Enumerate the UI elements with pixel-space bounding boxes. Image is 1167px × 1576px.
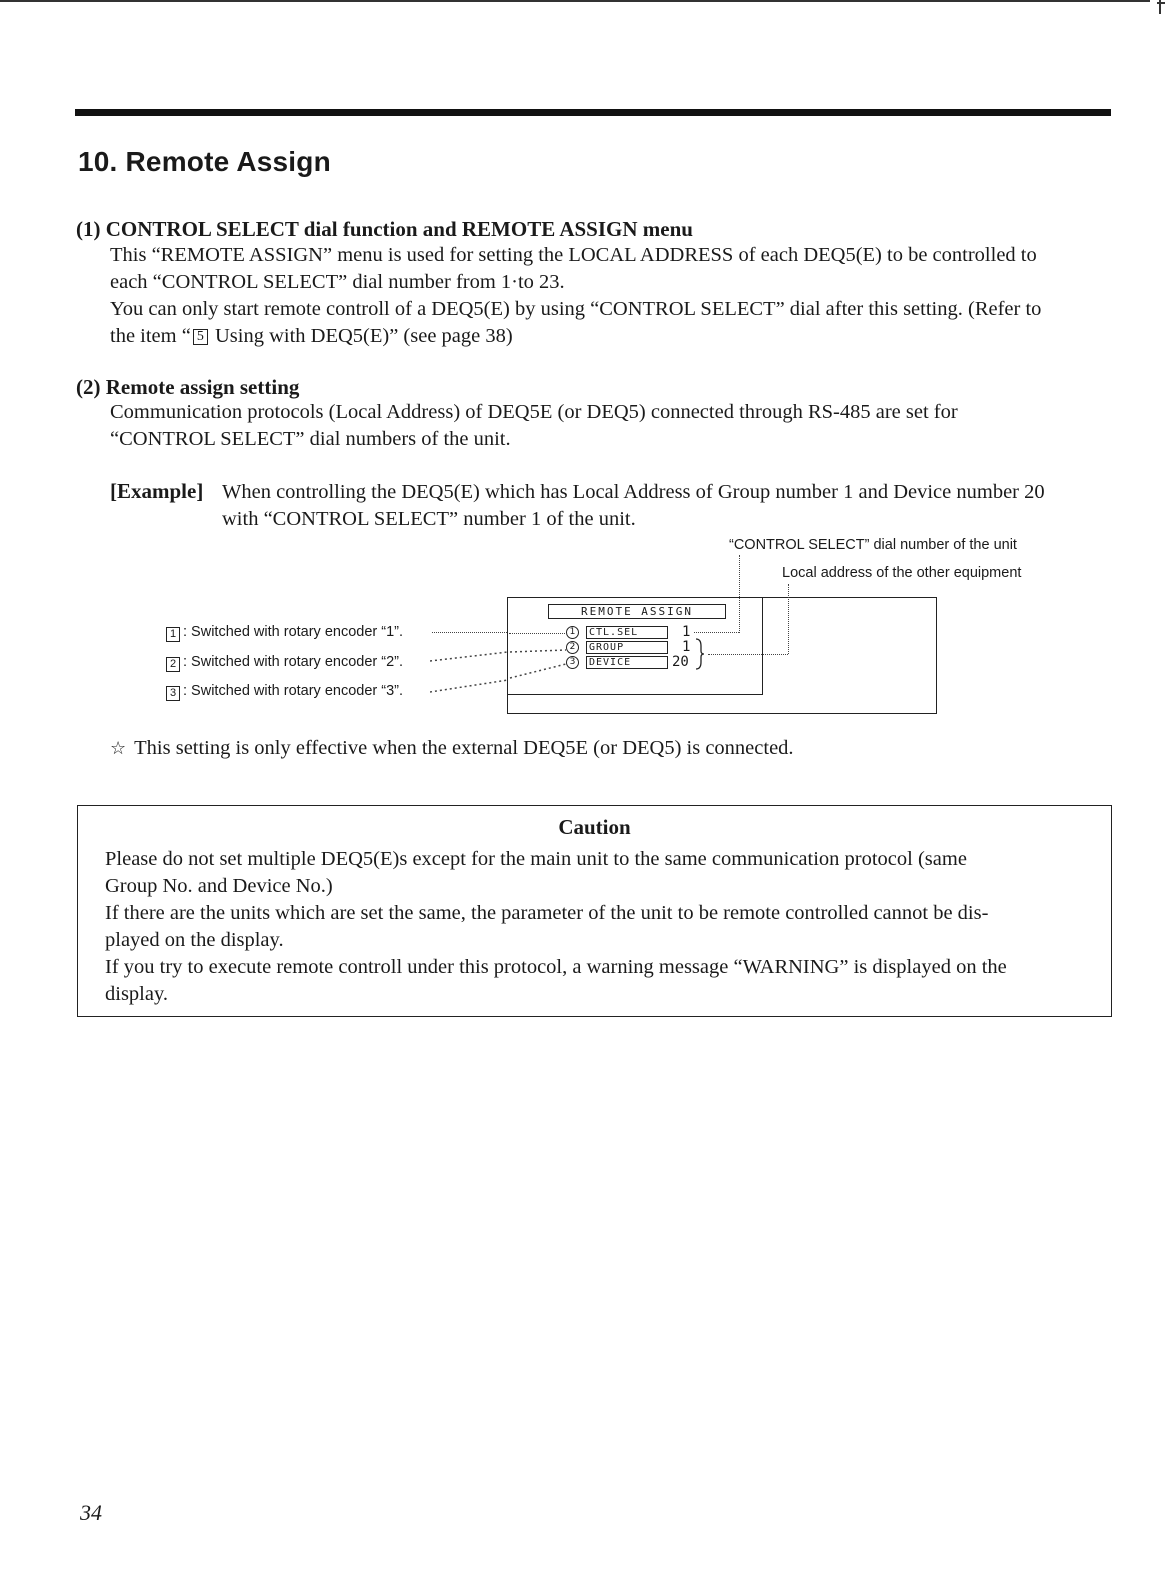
- caution-body: [105, 846, 1085, 1008]
- lcd-circle-2: 2: [566, 641, 579, 654]
- section1-line4: [110, 323, 1112, 350]
- leader-line-1b: [509, 633, 565, 634]
- section1-line2: each “CONTROL SELECT” dial number from 1·to 23.: [110, 271, 565, 293]
- leader-address-value: [708, 654, 788, 655]
- lcd-value-group: 1: [682, 639, 691, 655]
- lcd-item-group: GROUP: [586, 641, 668, 654]
- lcd-circle-1: 1: [566, 626, 579, 639]
- section1-line3: You can only start remote controll of a DEQ5(E) by using “CONTROL SELECT” dial after this setting. (Refer to: [110, 298, 1042, 320]
- heading-rule: [75, 109, 1111, 116]
- lcd-circle-3: 3: [566, 656, 579, 669]
- note-line: [110, 737, 794, 760]
- encoder-number-box: 2: [166, 657, 180, 672]
- top-scan-line: [0, 0, 1150, 2]
- page-title: 10. Remote Assign: [78, 146, 331, 177]
- annotation-control-select: “CONTROL SELECT” dial number of the unit: [729, 537, 1017, 553]
- encoder-number-box: 1: [166, 627, 180, 642]
- brace-icon: [694, 638, 706, 670]
- section1-line4-pre: the item “: [110, 325, 191, 347]
- annotation-local-address: Local address of the other equipment: [782, 565, 1022, 581]
- example-label: [Example]: [110, 479, 204, 503]
- star-icon: ☆: [110, 738, 127, 759]
- section1-heading: (1) CONTROL SELECT dial function and REMOTE ASSIGN menu: [76, 217, 693, 241]
- corner-mark-tick: [1157, 2, 1165, 4]
- caution-line: Group No. and Device No.): [105, 875, 333, 897]
- leader-lines-2-3: [430, 640, 570, 700]
- leader-vert-control-select: [739, 555, 740, 633]
- leader-ctl-value: [694, 632, 739, 633]
- caution-line: played on the display.: [105, 929, 284, 951]
- page-number: 34: [80, 1500, 102, 1525]
- caution-line: If there are the units which are set the same, the parameter of the unit to be remote controlled cannot be dis-: [105, 902, 989, 924]
- lcd-value-ctl-sel: 1: [682, 624, 691, 640]
- lcd-item-device: DEVICE: [586, 656, 668, 669]
- section1-line1: This “REMOTE ASSIGN” menu is used for setting the LOCAL ADDRESS of each DEQ5(E) to be controlled to: [110, 244, 1037, 266]
- section1-line4-post: Using with DEQ5(E)” (see page 38): [209, 325, 513, 347]
- encoder-label-1: [166, 624, 403, 642]
- example-line2: with “CONTROL SELECT” number 1 of the unit.: [222, 508, 636, 530]
- section1-body: [110, 242, 1112, 350]
- encoder-label-text: : Switched with rotary encoder “3”.: [183, 683, 404, 699]
- encoder-label-text: : Switched with rotary encoder “1”.: [183, 624, 404, 640]
- lcd-item-ctl-sel: CTL.SEL: [586, 626, 668, 639]
- encoder-label-2: [166, 654, 403, 672]
- encoder-label-3: [166, 683, 403, 701]
- section2-heading: (2) Remote assign setting: [76, 375, 300, 399]
- encoder-label-text: : Switched with rotary encoder “2”.: [183, 654, 404, 670]
- example-text: [222, 479, 1045, 533]
- caution-line: If you try to execute remote controll under this protocol, a warning message “WARNING” is displayed on the: [105, 956, 1007, 978]
- caution-title: Caution: [558, 815, 631, 839]
- example-line1: When controlling the DEQ5(E) which has Local Address of Group number 1 and Device number 20: [222, 481, 1045, 503]
- leader-vert-local-address: [788, 584, 789, 654]
- caution-line: Please do not set multiple DEQ5(E)s except for the main unit to the same communication protocol (same: [105, 848, 967, 870]
- lcd-menu-title: REMOTE ASSIGN: [548, 604, 726, 619]
- note-text: This setting is only effective when the external DEQ5E (or DEQ5) is connected.: [134, 737, 794, 759]
- caution-line: display.: [105, 983, 169, 1005]
- section2-body: [110, 399, 1112, 453]
- encoder-number-box: 3: [166, 686, 180, 701]
- item-number-box: 5: [193, 329, 208, 345]
- leader-line-1: [432, 632, 507, 633]
- section2-line1: Communication protocols (Local Address) of DEQ5E (or DEQ5) connected through RS-485 are set for: [110, 401, 958, 423]
- lcd-value-device: 20: [672, 654, 689, 670]
- section2-line2: “CONTROL SELECT” dial numbers of the unit.: [110, 428, 511, 450]
